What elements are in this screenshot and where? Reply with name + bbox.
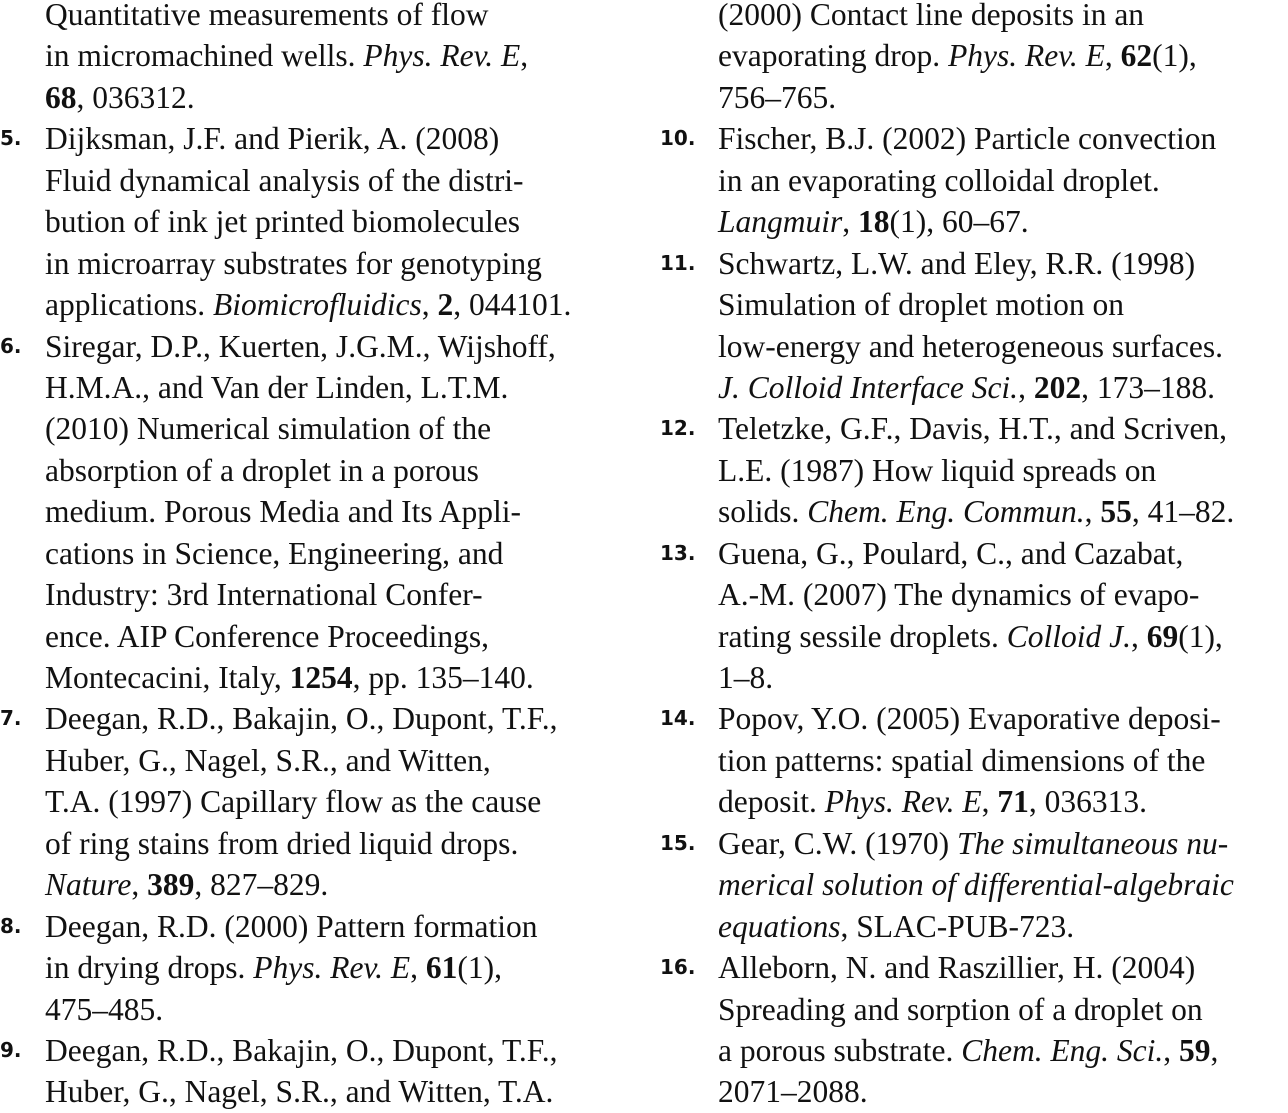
reference-text: Popov, Y.O. (2005) Evaporative deposi-: [718, 701, 1221, 737]
reference-text: A.-M. (2007) The dynamics of evapo-: [718, 577, 1200, 613]
reference-text: low-energy and heterogeneous surfaces.: [718, 328, 1223, 364]
reference-number: 14.: [660, 706, 696, 731]
reference-line: [660, 616, 1288, 657]
reference-text: ,: [1104, 38, 1121, 74]
reference-line: [660, 326, 1288, 367]
reference-text: T.A. (1997) Capillary flow as the cause: [45, 784, 542, 820]
reference-line: [660, 243, 1288, 284]
reference-text: ence. AIP Conference Proceedings,: [45, 618, 490, 654]
reference-line: [0, 160, 640, 201]
reference-text: of ring stains from dried liquid drops.: [45, 825, 519, 861]
reference-entry: [660, 243, 1288, 409]
reference-text: (1),: [1152, 38, 1197, 74]
reference-line: [0, 698, 640, 739]
reference-line: [0, 740, 640, 781]
reference-text: Schwartz, L.W. and Eley, R.R. (1998): [718, 245, 1196, 281]
reference-line: [660, 823, 1288, 864]
reference-line: [0, 284, 640, 325]
journal-title: Phys. Rev. E: [948, 38, 1105, 74]
journal-title: Biomicrofluidics: [212, 287, 422, 323]
reference-text: (1),: [457, 950, 502, 986]
reference-text: Deegan, R.D., Bakajin, O., Dupont, T.F.,: [45, 701, 558, 737]
reference-line: [0, 408, 640, 449]
reference-line: [0, 574, 640, 615]
reference-text: , 41–82.: [1131, 494, 1235, 530]
reference-text: ,: [410, 950, 426, 986]
reference-text: ,: [1163, 1032, 1180, 1068]
reference-text: ,: [1210, 1032, 1219, 1068]
reference-text: rating sessile droplets.: [718, 618, 1007, 654]
reference-line: [0, 657, 640, 698]
reference-text: in micromachined wells.: [45, 38, 364, 74]
reference-line: [0, 1030, 640, 1071]
reference-line: [660, 160, 1288, 201]
reference-line: [0, 450, 640, 491]
reference-line: [660, 201, 1288, 242]
reference-text: , 036312.: [76, 79, 195, 115]
reference-text: 2071–2088.: [718, 1074, 868, 1110]
reference-text: 1–8.: [718, 660, 774, 695]
reference-entry: [660, 408, 1288, 532]
reference-text: applications.: [45, 287, 213, 323]
reference-number: 9.: [0, 1037, 22, 1062]
reference-line: [0, 118, 640, 159]
journal-title: J. Colloid Interface Sci.: [718, 369, 1019, 405]
volume-number: 18: [858, 204, 890, 240]
reference-entry: [660, 698, 1288, 822]
reference-line: [660, 533, 1288, 574]
reference-line: [660, 989, 1288, 1030]
journal-title: Langmuir: [718, 204, 843, 240]
reference-text: ,: [421, 287, 438, 323]
volume-number: 62: [1120, 38, 1153, 74]
reference-line: [0, 491, 640, 532]
reference-line: [660, 77, 1288, 118]
reference-text: Spreading and sorption of a droplet on: [718, 991, 1203, 1027]
reference-line: [0, 326, 640, 367]
reference-text: (2010) Numerical simulation of the: [45, 411, 492, 447]
reference-number: 7.: [0, 706, 22, 731]
reference-line: [660, 864, 1288, 905]
reference-column-right: [660, 0, 1288, 1113]
reference-text: deposit.: [718, 784, 825, 820]
journal-title: Chem. Eng. Sci.: [961, 1032, 1164, 1068]
reference-column-left: [0, 0, 640, 1113]
reference-number: 13.: [660, 540, 696, 565]
reference-text: L.E. (1987) How liquid spreads on: [718, 452, 1157, 488]
reference-text: , 044101.: [453, 287, 572, 323]
volume-number: 68: [45, 79, 77, 115]
reference-line: [660, 118, 1288, 159]
volume-number: 59: [1179, 1032, 1211, 1068]
reference-text: Deegan, R.D., Bakajin, O., Dupont, T.F.,: [45, 1032, 558, 1068]
reference-entry: [660, 0, 1288, 118]
reference-line: [660, 906, 1288, 947]
reference-text: ,: [520, 38, 529, 74]
reference-text: Siregar, D.P., Kuerten, J.G.M., Wijshoff,: [45, 328, 556, 364]
reference-text: Deegan, R.D. (2000) Pattern formation: [45, 908, 538, 944]
reference-line: [0, 77, 640, 118]
reference-text: Dijksman, J.F. and Pierik, A. (2008): [45, 121, 500, 157]
volume-number: 1254: [289, 660, 353, 695]
reference-text: tion patterns: spatial dimensions of the: [718, 742, 1206, 778]
reference-entry: [660, 533, 1288, 699]
journal-title: Phys. Rev. E: [363, 38, 521, 74]
reference-text: in an evaporating colloidal droplet.: [718, 162, 1160, 198]
reference-number: 11.: [660, 250, 696, 275]
reference-text: Alleborn, N. and Raszillier, H. (2004): [718, 950, 1196, 986]
reference-line: [0, 823, 640, 864]
journal-title: Phys. Rev. E: [824, 784, 982, 820]
reference-line: [0, 533, 640, 574]
journal-title: equations: [718, 908, 841, 944]
journal-title: The simultaneous nu-: [957, 825, 1229, 861]
reference-line: [0, 243, 640, 284]
reference-text: Industry: 3rd International Confer-: [45, 577, 483, 613]
reference-text: evaporating drop.: [718, 38, 949, 74]
reference-text: in drying drops.: [45, 950, 254, 986]
reference-text: solids.: [718, 494, 808, 530]
reference-line: [0, 367, 640, 408]
reference-line: [660, 491, 1288, 532]
reference-entry: [660, 118, 1288, 242]
reference-line: [0, 989, 640, 1030]
reference-line: [660, 781, 1288, 822]
reference-line: [660, 698, 1288, 739]
reference-line: [660, 1030, 1288, 1071]
reference-text: Fluid dynamical analysis of the distri-: [45, 162, 524, 198]
reference-line: [0, 781, 640, 822]
reference-text: , pp. 135–140.: [352, 660, 534, 695]
reference-text: Montecacini, Italy,: [45, 660, 290, 695]
reference-text: ,: [1084, 494, 1101, 530]
reference-line: [660, 35, 1288, 76]
volume-number: 61: [425, 950, 458, 986]
reference-text: Huber, G., Nagel, S.R., and Witten, T.A.: [45, 1074, 554, 1110]
reference-line: [0, 35, 640, 76]
reference-text: in microarray substrates for genotyping: [45, 245, 542, 281]
reference-number: 5.: [0, 126, 22, 151]
journal-title: merical solution of differential-algebraic: [718, 867, 1234, 903]
reference-line: [660, 740, 1288, 781]
reference-line: [0, 864, 640, 905]
reference-number: 6.: [0, 333, 22, 358]
reference-text: , 173–188.: [1081, 369, 1215, 405]
reference-text: , SLAC-PUB-723.: [840, 908, 1075, 944]
reference-text: ,: [131, 867, 148, 903]
reference-line: [660, 1071, 1288, 1112]
journal-title: Nature: [45, 867, 132, 903]
reference-text: bution of ink jet printed biomolecules: [45, 204, 521, 240]
reference-text: , 827–829.: [194, 867, 329, 903]
reference-line: [660, 284, 1288, 325]
reference-number: 10.: [660, 126, 696, 151]
volume-number: 71: [997, 784, 1029, 820]
reference-line: [660, 657, 1288, 698]
reference-entry: [0, 1030, 640, 1113]
reference-line: [0, 947, 640, 988]
reference-text: 475–485.: [45, 991, 164, 1027]
reference-entry: [660, 823, 1288, 947]
reference-text: ,: [981, 784, 998, 820]
reference-text: Quantitative measurements of flow: [45, 0, 489, 32]
reference-entry: [0, 326, 640, 699]
reference-text: Fischer, B.J. (2002) Particle convection: [718, 121, 1217, 157]
reference-line: [660, 0, 1288, 35]
volume-number: 55: [1100, 494, 1132, 530]
reference-text: Guena, G., Poulard, C., and Cazabat,: [718, 535, 1184, 571]
reference-line: [660, 574, 1288, 615]
reference-line: [0, 616, 640, 657]
reference-text: Huber, G., Nagel, S.R., and Witten,: [45, 742, 491, 778]
reference-text: , 036313.: [1028, 784, 1147, 820]
reference-line: [0, 1071, 640, 1112]
reference-line: [660, 408, 1288, 449]
reference-text: a porous substrate.: [718, 1032, 962, 1068]
reference-text: cations in Science, Engineering, and: [45, 535, 504, 571]
reference-line: [660, 450, 1288, 491]
reference-text: (1),: [1178, 618, 1223, 654]
volume-number: 202: [1033, 369, 1082, 405]
reference-line: [660, 367, 1288, 408]
reference-line: [0, 0, 640, 35]
reference-text: H.M.A., and Van der Linden, L.T.M.: [45, 369, 509, 405]
volume-number: 389: [147, 867, 195, 903]
journal-title: Phys. Rev. E: [253, 950, 411, 986]
reference-text: (2000) Contact line deposits in an: [718, 0, 1145, 32]
reference-entry: [0, 698, 640, 905]
reference-entry: [0, 906, 640, 1030]
journal-title: Chem. Eng. Commun.: [807, 494, 1085, 530]
reference-number: 12.: [660, 416, 696, 441]
reference-line: [660, 947, 1288, 988]
reference-entry: [0, 0, 640, 118]
reference-text: ,: [1130, 618, 1147, 654]
reference-number: 8.: [0, 913, 22, 938]
volume-number: 69: [1146, 618, 1179, 654]
reference-number: 16.: [660, 955, 696, 980]
reference-text: Gear, C.W. (1970): [718, 825, 958, 861]
reference-text: ,: [842, 204, 859, 240]
reference-line: [0, 201, 640, 242]
reference-line: [0, 906, 640, 947]
journal-title: Colloid J.: [1006, 618, 1131, 654]
reference-text: medium. Porous Media and Its Appli-: [45, 494, 521, 530]
reference-text: ,: [1018, 369, 1034, 405]
reference-text: 756–765.: [718, 79, 837, 115]
reference-entry: [660, 947, 1288, 1113]
reference-text: Teletzke, G.F., Davis, H.T., and Scriven,: [718, 411, 1228, 447]
reference-number: 15.: [660, 830, 696, 855]
volume-number: 2: [437, 287, 454, 323]
reference-text: (1), 60–67.: [889, 204, 1029, 240]
reference-entry: [0, 118, 640, 325]
reference-text: absorption of a droplet in a porous: [45, 452, 479, 488]
reference-text: Simulation of droplet motion on: [718, 287, 1124, 323]
